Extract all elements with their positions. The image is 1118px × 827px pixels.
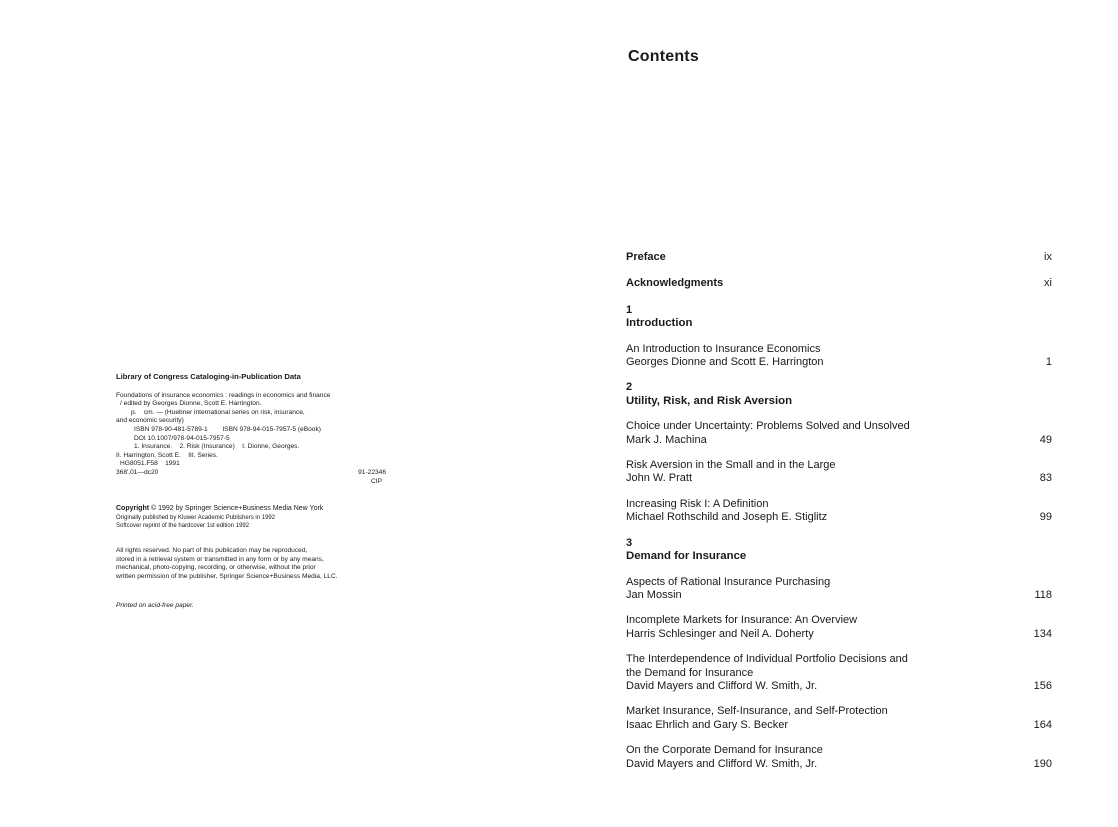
part-number: 1 bbox=[626, 303, 633, 316]
toc-entry-text bbox=[626, 705, 966, 732]
toc-label: Preface bbox=[626, 251, 666, 263]
toc-entry-title: Incomplete Markets for Insurance: An Overview bbox=[626, 614, 858, 627]
toc-page-number: 156 bbox=[1033, 679, 1052, 692]
toc-entry-author: Georges Dionne and Scott E. Harrington bbox=[626, 356, 824, 369]
toc-entry bbox=[626, 705, 1052, 732]
toc-entry bbox=[626, 744, 1052, 771]
toc-page-number: ix bbox=[1044, 251, 1052, 263]
toc-entry-author: David Mayers and Clifford W. Smith, Jr. bbox=[626, 757, 818, 770]
rights-notice bbox=[116, 547, 396, 581]
cip-title: Library of Congress Cataloging-in-Publication Data bbox=[116, 372, 301, 381]
toc-entry bbox=[626, 343, 1052, 370]
rights-line: mechanical, photo-copying, recording, or otherwise, without the prior bbox=[116, 564, 316, 572]
part-title: Introduction bbox=[626, 317, 693, 330]
cip-line: DOI 10.1007/978-94-015-7957-5 bbox=[134, 434, 230, 442]
class-number: 368'.01—dc20 bbox=[116, 468, 159, 476]
toc-entry-author: Jan Mossin bbox=[626, 588, 682, 601]
toc-entry-text bbox=[626, 576, 966, 603]
toc-entry-title: Aspects of Rational Insurance Purchasing bbox=[626, 575, 831, 588]
toc-entry-title: The Interdependence of Individual Portfolio Decisions and bbox=[626, 653, 908, 666]
table-of-contents bbox=[626, 251, 1052, 783]
copyright-text: © 1992 by Springer Science+Business Media New York bbox=[151, 505, 324, 512]
printed-note: Printed on acid-free paper. bbox=[116, 602, 194, 609]
toc-entry-author: Mark J. Machina bbox=[626, 433, 707, 446]
part-title: Utility, Risk, and Risk Aversion bbox=[626, 394, 793, 407]
rights-line: All rights reserved. No part of this publication may be reproduced, bbox=[116, 547, 308, 554]
contents-page bbox=[560, 0, 1118, 827]
toc-page-number: 118 bbox=[1034, 588, 1052, 601]
toc-page-number: 1 bbox=[1045, 356, 1052, 369]
toc-entry bbox=[626, 498, 1052, 525]
cip-line: ISBN 978-90-481-5789-1 ISBN 978-94-015-7957-5 (eBook) bbox=[134, 425, 321, 433]
toc-entry-title: Choice under Uncertainty: Problems Solved and Unsolved bbox=[626, 420, 910, 433]
toc-entry bbox=[626, 576, 1052, 603]
copyright-line bbox=[116, 505, 396, 513]
toc-entry-text bbox=[626, 614, 966, 641]
toc-entry-title: Risk Aversion in the Small and in the Large bbox=[626, 459, 836, 472]
toc-entry bbox=[626, 459, 1052, 486]
toc-entry-title: the Demand for Insurance bbox=[626, 666, 754, 679]
toc-entry-author: Michael Rothschild and Joseph E. Stiglitz bbox=[626, 511, 828, 524]
toc-entry-author: John W. Pratt bbox=[626, 472, 693, 485]
toc-entry-text bbox=[626, 420, 966, 447]
toc-part-heading bbox=[626, 537, 1052, 564]
toc-part-heading bbox=[626, 381, 1052, 408]
toc-page-number: xi bbox=[1044, 277, 1052, 290]
cip-label: CIP bbox=[371, 477, 382, 485]
lccn: 91-22346 bbox=[358, 468, 386, 476]
cip-classification-row bbox=[116, 469, 386, 478]
original-publisher: Originally published by Kluwer Academic Publishers in 1992 bbox=[116, 514, 276, 521]
toc-entry-text bbox=[626, 459, 966, 486]
part-number: 2 bbox=[626, 381, 633, 394]
copyright-label: Copyright bbox=[116, 505, 150, 512]
toc-entry-title: On the Corporate Demand for Insurance bbox=[626, 744, 823, 757]
toc-entry bbox=[626, 653, 1052, 693]
toc-page-number: 49 bbox=[1039, 433, 1052, 446]
toc-entry-text bbox=[626, 744, 966, 771]
toc-entry-title: An Introduction to Insurance Economics bbox=[626, 342, 821, 355]
toc-page-number: 83 bbox=[1039, 472, 1052, 485]
toc-entry bbox=[626, 420, 1052, 447]
toc-entry bbox=[626, 614, 1052, 641]
toc-front-matter-item bbox=[626, 277, 1052, 290]
contents-title: Contents bbox=[628, 48, 699, 65]
toc-page-number: 134 bbox=[1033, 627, 1052, 640]
cip-line: Foundations of insurance economics : readings in economics and finance bbox=[116, 391, 331, 399]
part-number: 3 bbox=[626, 536, 633, 549]
toc-entry-text bbox=[626, 343, 966, 370]
toc-entry-title: Increasing Risk I: A Definition bbox=[626, 497, 769, 510]
toc-page-number: 190 bbox=[1033, 757, 1052, 770]
cip-line: p. cm. — (Huebner international series on risk, insurance, bbox=[131, 408, 305, 416]
rights-line: stored in a retrieval system or transmitted in any form or by any means, bbox=[116, 555, 324, 563]
toc-page-number: 99 bbox=[1039, 511, 1052, 524]
toc-entry-author: Isaac Ehrlich and Gary S. Becker bbox=[626, 718, 789, 731]
softcover-note: Softcover reprint of the hardcover 1st edition 1992 bbox=[116, 522, 250, 529]
toc-entry-text bbox=[626, 498, 966, 525]
cip-line: and economic security) bbox=[116, 417, 184, 425]
toc-entry-text bbox=[626, 653, 966, 693]
toc-part-heading bbox=[626, 304, 1052, 331]
cip-line: HG8051.F58 1991 bbox=[120, 460, 180, 468]
toc-label: Acknowledgments bbox=[626, 277, 724, 290]
rights-line: written permission of the publisher, Springer Science+Business Media, LLC. bbox=[116, 572, 338, 580]
toc-entry-author: Harris Schlesinger and Neil A. Doherty bbox=[626, 627, 814, 640]
toc-front-matter-item bbox=[626, 251, 1052, 264]
copyright-block bbox=[116, 505, 396, 530]
cip-line: II. Harrington, Scott E. III. Series. bbox=[116, 451, 218, 459]
toc-entry-author: David Mayers and Clifford W. Smith, Jr. bbox=[626, 679, 818, 692]
cip-block bbox=[116, 373, 386, 486]
cip-line: / edited by Georges Dionne, Scott E. Harrington. bbox=[120, 400, 262, 408]
cip-line: 1. Insurance. 2. Risk (Insurance) I. Dionne, Georges. bbox=[134, 443, 300, 451]
toc-entry-title: Market Insurance, Self-Insurance, and Self-Protection bbox=[626, 705, 888, 718]
toc-page-number: 164 bbox=[1033, 718, 1052, 731]
part-title: Demand for Insurance bbox=[626, 550, 747, 563]
